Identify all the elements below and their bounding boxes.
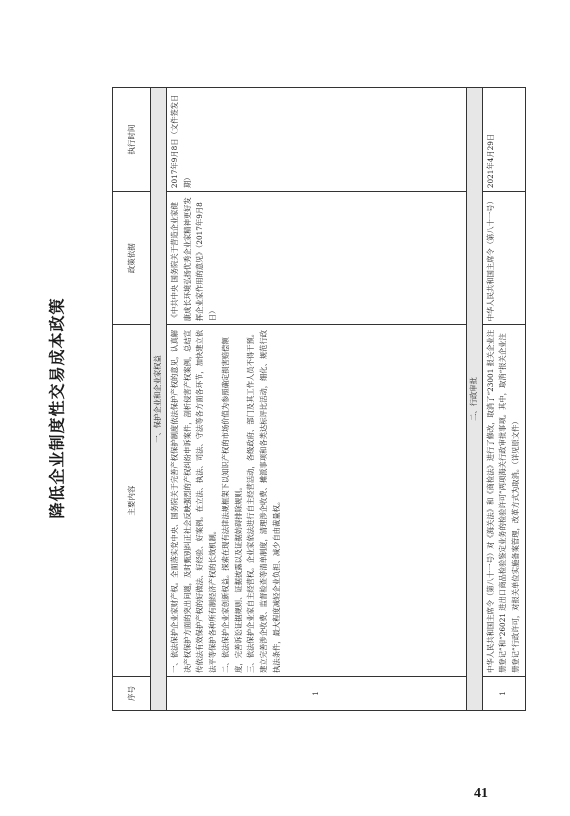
table-row (482, 88, 525, 711)
header-basis: 政策依据 (113, 192, 151, 325)
section-title: 二、行政审批 (466, 88, 482, 711)
row-number: 1 (482, 676, 525, 710)
header-content: 主要内容 (113, 325, 151, 677)
content-paragraph: 一、依法保护企业家财产权。全面落实党中央、国务院关于完善产权保护制度依法保护产权的意见，认真解决产权保护方面的突出问题，及时甄别纠正社会反映强烈的产权纠纷申诉案件，剖析侵害产权案例，总结宣传依法有效保护产权的好做法、好经验、好案例。在立法、执法、司法、守法等各方面各环节，加快建立依法平等保护各种所有制经济产权的长效机制。 (169, 329, 218, 673)
section-header (151, 88, 167, 711)
header-date: 执行时间 (113, 88, 151, 192)
section-header (466, 88, 482, 711)
row-date: 2021年4月29日 (482, 88, 525, 192)
policy-table (112, 87, 526, 711)
section-title: 一、保护企业和企业家权益 (151, 88, 167, 711)
row-content (166, 325, 466, 677)
policy-table-container (112, 87, 521, 711)
page-title: 降低企业制度性交易成本政策 (47, 297, 67, 519)
row-basis: 中华人民共和国主席令（第八十一号） (482, 192, 525, 325)
table-header-row (113, 88, 151, 711)
row-date: 2017年9月8日（文件签发日期） (166, 88, 466, 192)
row-basis: 《中共中央 国务院关于营造企业家健康成长环境弘扬优秀企业家精神更好发挥企业家作用的意见》（2017年9月8日） (166, 192, 466, 325)
content-paragraph: 中华人民共和国主席令（第八十一号）对《海关法》和《商检法》进行了修改，取消了“23001 报关企业注册登记”和“26021 进出口商品检验鉴定业务的检验许可”两项海关行政审批事项。其中，取消“报关企业注册登记”行政许可，对报关单位实施备案管理，改革方式为取消。（详见原文件） (485, 329, 521, 673)
table-row (166, 88, 466, 711)
content-paragraph: 三、依法保护企业家自主经营权。企业家依法进行自主经营活动，各级政府、部门及其工作人员不得干预。建立完善涉企收费、监督检查等清单制度，清理涉企收费、摊派事项和各类达标评比活动，细化、规范行政执法条件，最大程度减轻企业负担、减少自由裁量权。 (246, 329, 281, 673)
row-number: 1 (166, 676, 466, 710)
header-num: 序号 (113, 676, 151, 710)
page-number: 41 (474, 786, 488, 801)
content-paragraph: 二、依法保护企业家创新权益。探索在现有法律法规框架下以知识产权的市场价值为参照确定损害赔偿额度，完善诉讼证据规则、证据披露以及证据妨碍排除规则。 (220, 337, 243, 673)
row-content (482, 325, 525, 677)
